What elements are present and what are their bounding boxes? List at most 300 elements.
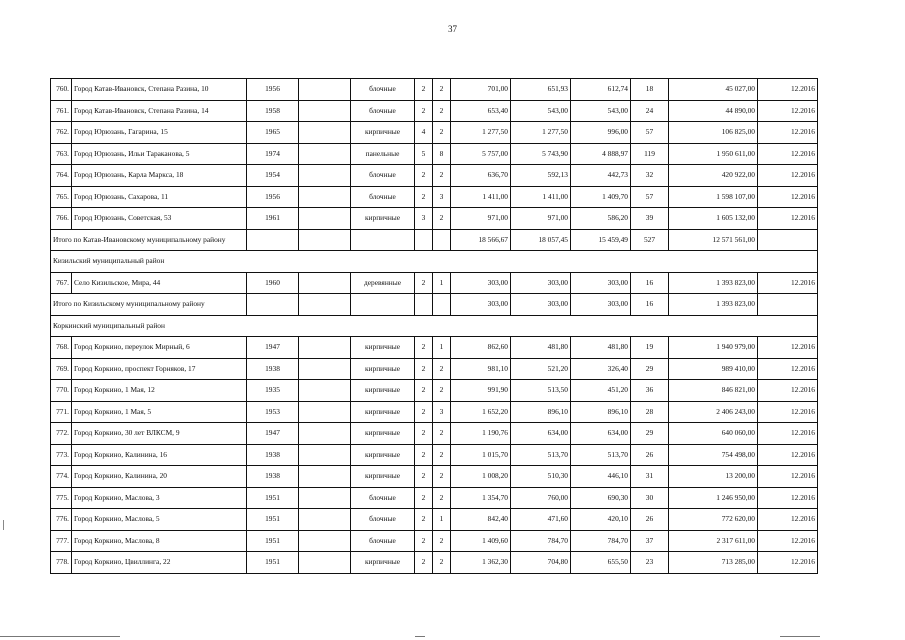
cell-private-area: 481,80: [571, 337, 631, 359]
cell-cost: 846 821,00: [669, 380, 758, 402]
cell-material: кирпичные: [351, 337, 415, 359]
cell-cost: 1 598 107,00: [669, 186, 758, 208]
cell-deadline: 12.2016: [758, 208, 818, 230]
cell-deadline: 12.2016: [758, 272, 818, 294]
cell-num: 769.: [51, 358, 72, 380]
cell-address: Город Коркино, Калинина, 16: [72, 444, 247, 466]
cell-address: Город Коркино, 1 Мая, 12: [72, 380, 247, 402]
cell-residents: 29: [631, 423, 669, 445]
cell-year: 1951: [247, 530, 299, 552]
cell-year: 1947: [247, 337, 299, 359]
cell-empty: [433, 294, 451, 316]
cell-entrances: 8: [433, 143, 451, 165]
cell-cost: 1 950 611,00: [669, 143, 758, 165]
cell-material: блочные: [351, 509, 415, 531]
cell-num: 760.: [51, 79, 72, 101]
cell-floors: 2: [415, 487, 433, 509]
cell-entrances: 2: [433, 358, 451, 380]
cell-private-area: 784,70: [571, 530, 631, 552]
cell-living-area: 471,60: [511, 509, 571, 531]
cell-empty: [299, 294, 351, 316]
cell-private-area: 586,20: [571, 208, 631, 230]
scan-artifact-line: [780, 636, 820, 637]
cell-material: кирпичные: [351, 466, 415, 488]
cell-total-area: 303,00: [451, 272, 511, 294]
cell-cost: 1 393 823,00: [669, 294, 758, 316]
cell-year: 1958: [247, 100, 299, 122]
cell-floors: 5: [415, 143, 433, 165]
cell-blank: [299, 165, 351, 187]
district-total-row: [51, 294, 818, 316]
cell-cost: 12 571 561,00: [669, 229, 758, 251]
cell-num: 774.: [51, 466, 72, 488]
table-body: [51, 79, 818, 574]
cell-residents: 30: [631, 487, 669, 509]
cell-num: 772.: [51, 423, 72, 445]
table-row: [51, 358, 818, 380]
table-row: [51, 509, 818, 531]
cell-entrances: 2: [433, 466, 451, 488]
cell-cost: 420 922,00: [669, 165, 758, 187]
cell-num: 761.: [51, 100, 72, 122]
table-row: [51, 552, 818, 574]
cell-empty: [758, 229, 818, 251]
cell-label: Коркинский муниципальный район: [51, 315, 818, 337]
cell-floors: 4: [415, 122, 433, 144]
scan-artifact-line: [0, 636, 120, 637]
cell-residents: 26: [631, 444, 669, 466]
cell-address: Город Юрюзань, Советская, 53: [72, 208, 247, 230]
cell-year: 1947: [247, 423, 299, 445]
cell-empty: [351, 229, 415, 251]
table-row: [51, 100, 818, 122]
cell-cost: 2 317 611,00: [669, 530, 758, 552]
cell-entrances: 2: [433, 208, 451, 230]
cell-entrances: 2: [433, 487, 451, 509]
cell-living-area: 543,00: [511, 100, 571, 122]
table-row: [51, 79, 818, 101]
cell-cost: 1 605 132,00: [669, 208, 758, 230]
cell-material: кирпичные: [351, 380, 415, 402]
cell-living-area: 303,00: [511, 294, 571, 316]
cell-num: 773.: [51, 444, 72, 466]
cell-living-area: 760,00: [511, 487, 571, 509]
cell-deadline: 12.2016: [758, 466, 818, 488]
cell-total-area: 5 757,00: [451, 143, 511, 165]
cell-floors: 2: [415, 100, 433, 122]
table-row: [51, 186, 818, 208]
cell-year: 1951: [247, 509, 299, 531]
cell-num: 768.: [51, 337, 72, 359]
cell-entrances: 3: [433, 401, 451, 423]
cell-private-area: 896,10: [571, 401, 631, 423]
cell-living-area: 513,70: [511, 444, 571, 466]
cell-blank: [299, 358, 351, 380]
cell-total-area: 1 409,60: [451, 530, 511, 552]
cell-total-area: 1 652,20: [451, 401, 511, 423]
cell-material: блочные: [351, 487, 415, 509]
cell-living-area: 510,30: [511, 466, 571, 488]
cell-residents: 57: [631, 122, 669, 144]
cell-blank: [299, 509, 351, 531]
housing-registry-table: [50, 78, 818, 574]
cell-empty: [299, 229, 351, 251]
cell-material: кирпичные: [351, 208, 415, 230]
cell-living-area: 521,20: [511, 358, 571, 380]
cell-private-area: 612,74: [571, 79, 631, 101]
cell-material: кирпичные: [351, 122, 415, 144]
cell-deadline: 12.2016: [758, 165, 818, 187]
cell-floors: 2: [415, 423, 433, 445]
cell-blank: [299, 380, 351, 402]
cell-private-area: 446,10: [571, 466, 631, 488]
cell-living-area: 651,93: [511, 79, 571, 101]
cell-empty: [247, 294, 299, 316]
cell-year: 1956: [247, 79, 299, 101]
cell-address: Город Коркино, 30 лет ВЛКСМ, 9: [72, 423, 247, 445]
cell-year: 1960: [247, 272, 299, 294]
cell-blank: [299, 487, 351, 509]
cell-floors: 2: [415, 444, 433, 466]
cell-material: кирпичные: [351, 423, 415, 445]
cell-cost: 45 027,00: [669, 79, 758, 101]
table-row: [51, 208, 818, 230]
cell-residents: 18: [631, 79, 669, 101]
cell-total-area: 991,90: [451, 380, 511, 402]
cell-living-area: 1 277,50: [511, 122, 571, 144]
cell-private-area: 996,00: [571, 122, 631, 144]
table-row: [51, 444, 818, 466]
cell-blank: [299, 552, 351, 574]
scan-artifact-line: [415, 636, 425, 637]
table-row: [51, 380, 818, 402]
cell-floors: 2: [415, 186, 433, 208]
cell-cost: 44 890,00: [669, 100, 758, 122]
cell-address: Село Кизильское, Мира, 44: [72, 272, 247, 294]
cell-material: деревянные: [351, 272, 415, 294]
cell-address: Город Коркино, проспект Горняков, 17: [72, 358, 247, 380]
cell-residents: 39: [631, 208, 669, 230]
cell-living-area: 634,00: [511, 423, 571, 445]
cell-total-area: 971,00: [451, 208, 511, 230]
cell-private-area: 303,00: [571, 294, 631, 316]
cell-material: блочные: [351, 100, 415, 122]
cell-floors: 2: [415, 552, 433, 574]
cell-total-area: 636,70: [451, 165, 511, 187]
cell-private-area: 442,73: [571, 165, 631, 187]
cell-cost: 989 410,00: [669, 358, 758, 380]
cell-num: 766.: [51, 208, 72, 230]
cell-address: Город Коркино, переулок Мирный, 6: [72, 337, 247, 359]
cell-private-area: 420,10: [571, 509, 631, 531]
cell-year: 1951: [247, 487, 299, 509]
cell-deadline: 12.2016: [758, 530, 818, 552]
table-row: [51, 466, 818, 488]
cell-total-area: 1 362,30: [451, 552, 511, 574]
cell-num: 771.: [51, 401, 72, 423]
cell-material: кирпичные: [351, 401, 415, 423]
cell-floors: 2: [415, 337, 433, 359]
cell-total-area: 862,60: [451, 337, 511, 359]
cell-deadline: 12.2016: [758, 186, 818, 208]
cell-deadline: 12.2016: [758, 79, 818, 101]
cell-num: 770.: [51, 380, 72, 402]
cell-empty: [247, 229, 299, 251]
cell-entrances: 1: [433, 337, 451, 359]
cell-cost: 772 620,00: [669, 509, 758, 531]
cell-deadline: 12.2016: [758, 509, 818, 531]
cell-year: 1938: [247, 444, 299, 466]
cell-deadline: 12.2016: [758, 143, 818, 165]
cell-residents: 26: [631, 509, 669, 531]
cell-total-area: 1 411,00: [451, 186, 511, 208]
cell-address: Город Коркино, Цвиллинга, 22: [72, 552, 247, 574]
cell-blank: [299, 79, 351, 101]
cell-entrances: 2: [433, 165, 451, 187]
cell-num: 778.: [51, 552, 72, 574]
cell-deadline: 12.2016: [758, 423, 818, 445]
cell-residents: 23: [631, 552, 669, 574]
cell-private-area: 513,70: [571, 444, 631, 466]
cell-entrances: 2: [433, 100, 451, 122]
cell-year: 1956: [247, 186, 299, 208]
district-header-row: [51, 315, 818, 337]
cell-total-area: 1 008,20: [451, 466, 511, 488]
cell-living-area: 5 743,90: [511, 143, 571, 165]
district-total-row: [51, 229, 818, 251]
cell-address: Город Коркино, Маслова, 5: [72, 509, 247, 531]
cell-entrances: 2: [433, 423, 451, 445]
cell-floors: 2: [415, 466, 433, 488]
cell-private-area: 1 409,70: [571, 186, 631, 208]
cell-blank: [299, 272, 351, 294]
cell-residents: 527: [631, 229, 669, 251]
cell-cost: 2 406 243,00: [669, 401, 758, 423]
cell-living-area: 481,80: [511, 337, 571, 359]
cell-living-area: 971,00: [511, 208, 571, 230]
cell-deadline: 12.2016: [758, 122, 818, 144]
cell-year: 1951: [247, 552, 299, 574]
cell-living-area: 1 411,00: [511, 186, 571, 208]
cell-year: 1938: [247, 466, 299, 488]
cell-address: Город Юрюзань, Ильи Тараканова, 5: [72, 143, 247, 165]
cell-blank: [299, 466, 351, 488]
cell-year: 1974: [247, 143, 299, 165]
cell-blank: [299, 423, 351, 445]
cell-address: Город Юрюзань, Гагарина, 15: [72, 122, 247, 144]
cell-living-area: 592,13: [511, 165, 571, 187]
table-row: [51, 122, 818, 144]
cell-blank: [299, 186, 351, 208]
cell-floors: 2: [415, 272, 433, 294]
table-row: [51, 272, 818, 294]
cell-empty: [351, 294, 415, 316]
cell-floors: 2: [415, 530, 433, 552]
cell-cost: 106 825,00: [669, 122, 758, 144]
table-row: [51, 337, 818, 359]
cell-entrances: 2: [433, 122, 451, 144]
cell-total-area: 1 277,50: [451, 122, 511, 144]
cell-address: Город Коркино, Маслова, 8: [72, 530, 247, 552]
cell-private-area: 690,30: [571, 487, 631, 509]
cell-year: 1938: [247, 358, 299, 380]
cell-year: 1953: [247, 401, 299, 423]
table-row: [51, 143, 818, 165]
cell-entrances: 3: [433, 186, 451, 208]
cell-private-area: 451,20: [571, 380, 631, 402]
cell-living-area: 303,00: [511, 272, 571, 294]
cell-address: Город Коркино, Маслова, 3: [72, 487, 247, 509]
cell-label: Кизильский муниципальный район: [51, 251, 818, 273]
cell-total-area: 18 566,67: [451, 229, 511, 251]
cell-residents: 19: [631, 337, 669, 359]
cell-num: 764.: [51, 165, 72, 187]
cell-cost: 13 200,00: [669, 466, 758, 488]
cell-address: Город Коркино, 1 Мая, 5: [72, 401, 247, 423]
cell-residents: 28: [631, 401, 669, 423]
cell-blank: [299, 444, 351, 466]
cell-material: кирпичные: [351, 358, 415, 380]
cell-empty: [433, 229, 451, 251]
cell-floors: 2: [415, 358, 433, 380]
cell-total-area: 981,10: [451, 358, 511, 380]
cell-residents: 31: [631, 466, 669, 488]
cell-residents: 57: [631, 186, 669, 208]
cell-material: кирпичные: [351, 552, 415, 574]
cell-living-area: 896,10: [511, 401, 571, 423]
cell-private-area: 634,00: [571, 423, 631, 445]
cell-entrances: 2: [433, 444, 451, 466]
cell-num: 775.: [51, 487, 72, 509]
cell-total-area: 701,00: [451, 79, 511, 101]
scan-artifact-mark: [3, 520, 4, 530]
cell-num: 776.: [51, 509, 72, 531]
cell-empty: [415, 294, 433, 316]
cell-deadline: 12.2016: [758, 100, 818, 122]
cell-residents: 36: [631, 380, 669, 402]
cell-address: Город Юрюзань, Сахарова, 11: [72, 186, 247, 208]
cell-year: 1961: [247, 208, 299, 230]
cell-private-area: 655,50: [571, 552, 631, 574]
cell-private-area: 4 888,97: [571, 143, 631, 165]
cell-material: блочные: [351, 186, 415, 208]
cell-blank: [299, 337, 351, 359]
cell-empty: [758, 294, 818, 316]
cell-cost: 754 498,00: [669, 444, 758, 466]
cell-deadline: 12.2016: [758, 380, 818, 402]
cell-material: кирпичные: [351, 444, 415, 466]
cell-private-area: 15 459,49: [571, 229, 631, 251]
cell-private-area: 543,00: [571, 100, 631, 122]
cell-entrances: 2: [433, 552, 451, 574]
cell-cost: 1 393 823,00: [669, 272, 758, 294]
cell-label: Итого по Катав-Ивановскому муниципальному району: [51, 229, 247, 251]
cell-material: блочные: [351, 79, 415, 101]
cell-floors: 2: [415, 380, 433, 402]
cell-entrances: 1: [433, 509, 451, 531]
cell-floors: 3: [415, 208, 433, 230]
cell-total-area: 1 015,70: [451, 444, 511, 466]
cell-deadline: 12.2016: [758, 401, 818, 423]
cell-residents: 32: [631, 165, 669, 187]
cell-residents: 29: [631, 358, 669, 380]
cell-blank: [299, 530, 351, 552]
cell-deadline: 12.2016: [758, 444, 818, 466]
cell-private-area: 326,40: [571, 358, 631, 380]
cell-deadline: 12.2016: [758, 337, 818, 359]
cell-total-area: 1 190,76: [451, 423, 511, 445]
cell-total-area: 842,40: [451, 509, 511, 531]
cell-living-area: 784,70: [511, 530, 571, 552]
cell-entrances: 2: [433, 530, 451, 552]
cell-living-area: 704,80: [511, 552, 571, 574]
table-row: [51, 487, 818, 509]
cell-blank: [299, 100, 351, 122]
cell-address: Город Коркино, Калинина, 20: [72, 466, 247, 488]
cell-address: Город Юрюзань, Карла Маркса, 18: [72, 165, 247, 187]
cell-num: 763.: [51, 143, 72, 165]
cell-num: 767.: [51, 272, 72, 294]
cell-label: Итого по Кизильскому муниципальному району: [51, 294, 247, 316]
cell-residents: 16: [631, 294, 669, 316]
cell-residents: 24: [631, 100, 669, 122]
cell-cost: 640 060,00: [669, 423, 758, 445]
cell-deadline: 12.2016: [758, 487, 818, 509]
table-row: [51, 165, 818, 187]
cell-total-area: 303,00: [451, 294, 511, 316]
cell-total-area: 653,40: [451, 100, 511, 122]
table-row: [51, 401, 818, 423]
cell-entrances: 1: [433, 272, 451, 294]
cell-address: Город Катав-Ивановск, Степана Разина, 14: [72, 100, 247, 122]
cell-total-area: 1 354,70: [451, 487, 511, 509]
cell-blank: [299, 122, 351, 144]
cell-num: 762.: [51, 122, 72, 144]
cell-floors: 2: [415, 79, 433, 101]
cell-year: 1965: [247, 122, 299, 144]
cell-num: 777.: [51, 530, 72, 552]
cell-floors: 2: [415, 401, 433, 423]
cell-num: 765.: [51, 186, 72, 208]
cell-floors: 2: [415, 509, 433, 531]
page-number: 37: [448, 24, 457, 34]
cell-cost: 1 940 979,00: [669, 337, 758, 359]
cell-entrances: 2: [433, 79, 451, 101]
cell-blank: [299, 143, 351, 165]
cell-cost: 713 285,00: [669, 552, 758, 574]
cell-blank: [299, 401, 351, 423]
cell-material: блочные: [351, 165, 415, 187]
cell-living-area: 513,50: [511, 380, 571, 402]
cell-blank: [299, 208, 351, 230]
cell-entrances: 2: [433, 380, 451, 402]
cell-material: панельные: [351, 143, 415, 165]
cell-residents: 16: [631, 272, 669, 294]
table-row: [51, 530, 818, 552]
cell-deadline: 12.2016: [758, 552, 818, 574]
district-header-row: [51, 251, 818, 273]
cell-living-area: 18 057,45: [511, 229, 571, 251]
cell-address: Город Катав-Ивановск, Степана Разина, 10: [72, 79, 247, 101]
cell-floors: 2: [415, 165, 433, 187]
cell-empty: [415, 229, 433, 251]
cell-private-area: 303,00: [571, 272, 631, 294]
cell-year: 1954: [247, 165, 299, 187]
cell-deadline: 12.2016: [758, 358, 818, 380]
table-row: [51, 423, 818, 445]
cell-material: блочные: [351, 530, 415, 552]
cell-residents: 37: [631, 530, 669, 552]
